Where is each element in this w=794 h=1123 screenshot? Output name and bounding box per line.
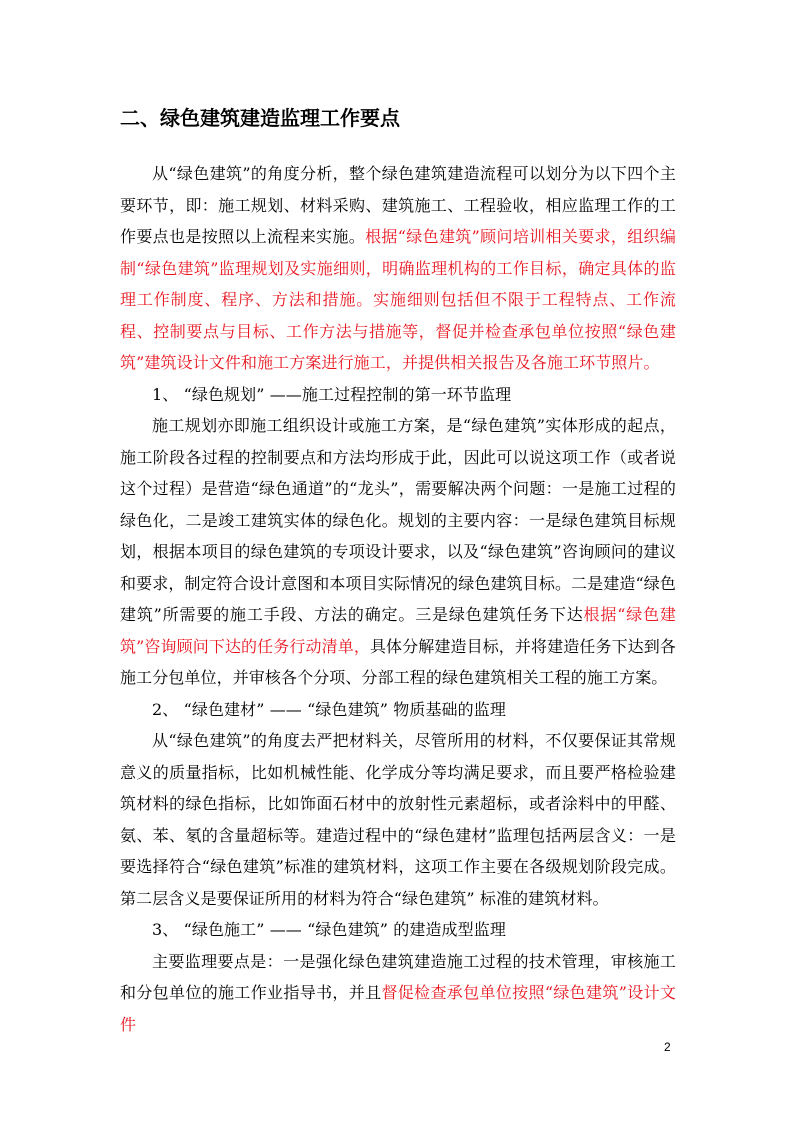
subsection-title-3: 3、 “绿色施工” —— “绿色建筑” 的建造成型监理 [152,920,506,939]
body-text [120,158,676,1040]
subsection-title-1: 1、 “绿色规划” ——施工过程控制的第一环节监理 [152,384,512,404]
intro-highlight: 根据“绿色建筑”顾问培训相关要求，组织编制“绿色建筑”监理规划及实施细则，明确监理机构的工作目标，确定具体的监理工作制度、程序、方法和措施。实施细则包括但不限于工程特点、工作流程、控制要点与目标、工作方法与措施等，督促并检查承包单位按照“绿色建筑”建筑设计文件和施工方案进行施工，并提供相关报告及各施工环节照片。 [120,227,676,372]
planning-text-b: 具体分解建造目标，并将建造任务下达到各施工分包单位，并审核各个分项、分部工程的绿色建筑相关工程的施工方案。 [120,636,677,687]
paragraph-materials: 从“绿色建筑”的角度去严把材料关，尽管所用的材料，不仅要保证其常规意义的质量指标，比如机械性能、化学成分等均满足要求，而且要严格检验建筑材料的绿色指标，比如饰面石材中的放射性元素超标，或者涂料中的甲醛、氨、苯、氡的含量超标等。建造过程中的“绿色建材”监理包括两层含义：一是要选择符合“绿色建筑”标准的建筑材料，这项工作主要在各级规划阶段完成。第二层含义是要保证所用的材料为符合“绿色建筑” 标准的建筑材料。 [120,731,676,908]
construction-highlight: 督促检查承包单位按照“绿色建筑”设计文件 [120,983,676,1034]
intro-text: 从“绿色建筑”的角度分析，整个绿色建筑建造流程可以划分为以下四个主要环节，即：施工规划、材料采购、建筑施工、工程验收，相应监理工作的工作要点也是按照以上流程来实施。 [120,164,676,246]
construction-text: 主要监理要点是：一是强化绿色建筑建造施工过程的技术管理，审核施工和分包单位的施工作业指导书，并且 [120,951,676,1002]
page-number: 2 [664,1040,671,1054]
paragraph-planning [120,410,676,694]
planning-highlight: 根据“绿色建筑”咨询顾问下达的任务行动清单， [120,605,676,656]
subsection-title-2: 2、 “绿色建材” —— “绿色建筑” 物质基础的监理 [152,699,506,719]
paragraph-intro [120,158,676,379]
paragraph-construction [120,946,676,1041]
section-heading: 二、绿色建筑建造监理工作要点 [120,106,400,130]
planning-text-a: 施工规划亦即施工组织设计或施工方案，是“绿色建筑”实体形成的起点，施工阶段各过程的控制要点和方法均形成于此，因此可以说这项工作（或者说这个过程）是营造“绿色通道”的“龙头”，需要解决两个问题：一是施工过程的绿色化，二是竣工建筑实体的绿色化。规划的主要内容：一是绿色建筑目标规划，根据本项目的绿色建筑的专项设计要求，以及“绿色建筑”咨询顾问的建议和要求，制定符合设计意图和本项目实际情况的绿色建筑目标。二是建造“绿色建筑”所需要的施工手段、方法的确定。三是绿色建筑任务下达 [120,416,676,624]
